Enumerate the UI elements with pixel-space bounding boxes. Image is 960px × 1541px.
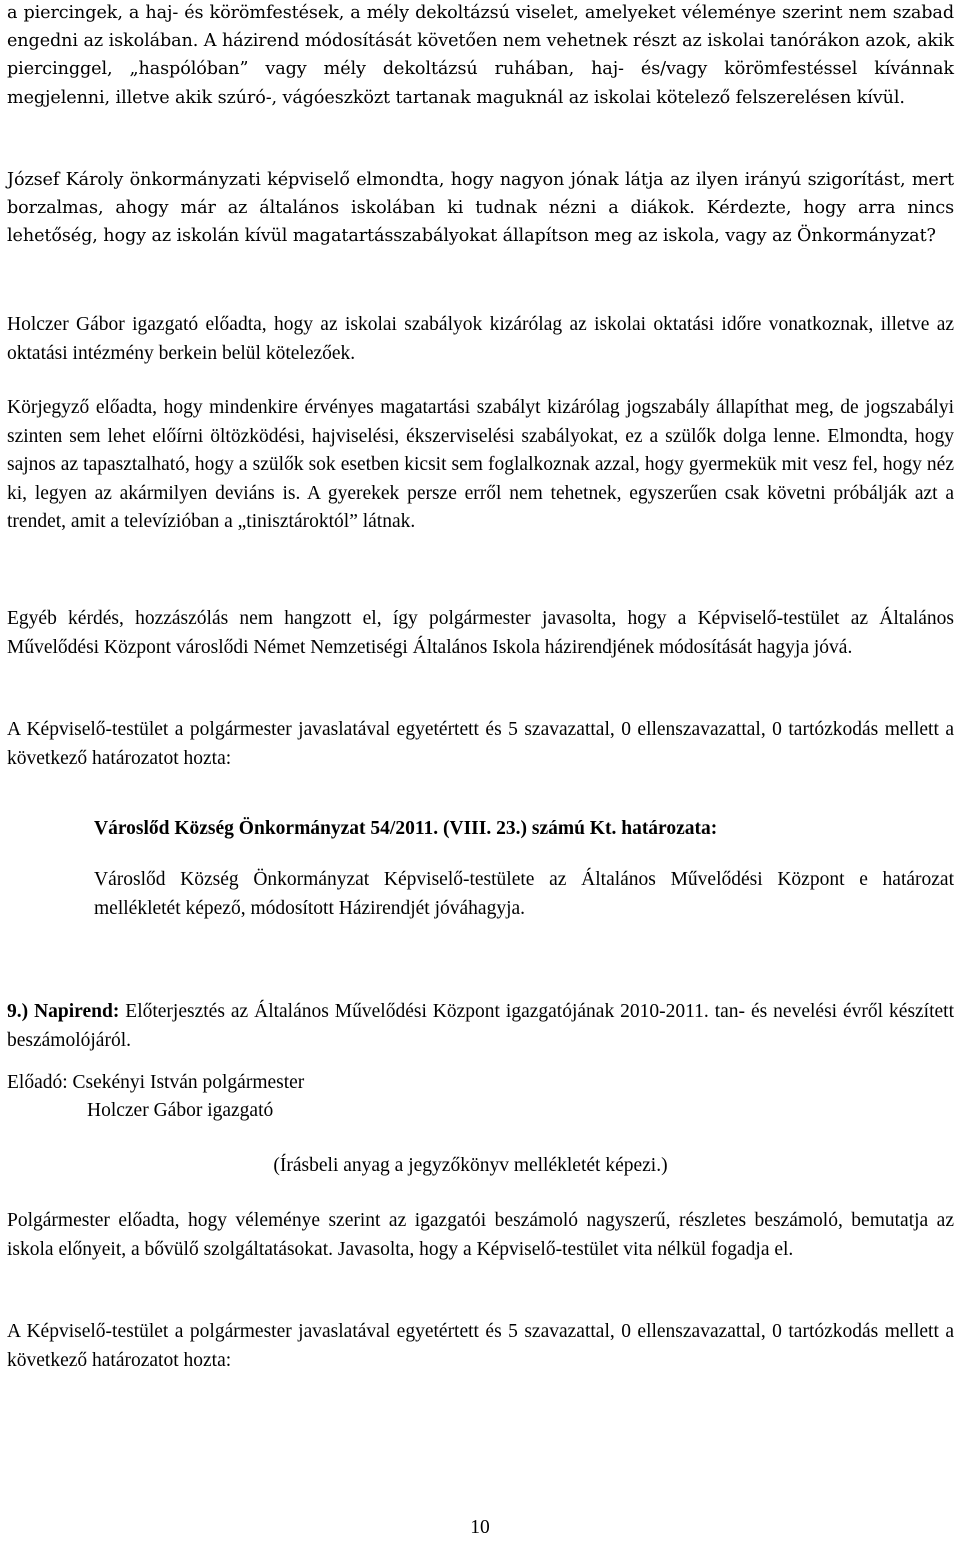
paragraph-holczer-gabor: Holczer Gábor igazgató előadta, hogy az iskolai szabályok kizárólag az iskolai oktatási időre vonatkoznak, illetve az oktatási intézmény berkein belül kötelezőek. [7, 314, 954, 364]
agenda-item [7, 998, 954, 1055]
presenter-line-2: Holczer Gábor igazgató [87, 1100, 274, 1121]
paragraph-jozsef-karoly: József Károly önkormányzati képviselő elmondta, hogy nagyon jónak látja az ilyen irányú szigorítást, mert borzalmas, ahogy már az általános iskolában ki tudnak nézni a diákok. Kérdezte, hogy arra nincs lehetőség, hogy az iskolán kívül magatartásszabályokat állapítson meg az iskola, vagy az Önkormányzat? [7, 170, 954, 247]
paragraph-proposal: Egyéb kérdés, hozzászólás nem hangzott el, így polgármester javasolta, hogy a Képviselő-testület az Általános Művelődési Központ városlődi Német Nemzetiségi Általános Iskola házirendjének módosítását hagyja jóvá. [7, 608, 954, 658]
agenda-label: Napirend: [34, 1001, 120, 1022]
presenter-line-1: Előadó: Csekényi István polgármester [7, 1072, 305, 1093]
paragraph-mayor-report: Polgármester előadta, hogy véleménye szerint az igazgatói beszámoló nagyszerű, részletes beszámoló, bemutatja az iskola előnyeit, a bővülő szolgáltatásokat. Javasolta, hogy a Képviselő-testület vita nélkül fogadja el. [7, 1210, 954, 1260]
paragraph-korjegyzo: Körjegyző előadta, hogy mindenkire érvényes magatartási szabályt kizárólag jogszabály állapíthat meg, de jogszabályi szinten sem lehet előírni öltözködési, hajviselési, ékszerviselési szabályokat, ez a szülők dolga lenne. Elmondta, hogy sajnos az tapasztalható, hogy a szülők sok esetben kicsit sem foglalkoznak azzal, hogy gyermekük mit vesz fel, hogy néz ki, legyen az akármilyen deviáns is. A gyerekek persze erről nem tehetnek, egyszerűen csak követni próbálják azt a trendet, amit a televízióban a „tinisztároktól” látnak. [7, 397, 954, 532]
resolution-body: Városlőd Község Önkormányzat Képviselő-testülete az Általános Művelődési Központ e határozat mellékletét képező, módosított Házirendjét jóváhagyja. [94, 869, 954, 919]
paragraph-vote-2: A Képviselő-testület a polgármester javaslatával egyetértett és 5 szavazattal, 0 ellenszavazattal, 0 tartózkodás mellett a következő határozatot hozta: [7, 1321, 954, 1371]
attachment-note: (Írásbeli anyag a jegyzőkönyv mellékletét képezi.) [273, 1155, 668, 1176]
paragraph-piercing-rules: a piercingek, a haj- és körömfestések, a mély dekoltázsú viselet, amelyeket véleménye szerint nem szabad engedni az iskolában. A házirend módosítását követően nem vehetnek részt az iskolai tanórákon azok, akik piercinggel, „haspólóban” vagy mély dekoltázsú ruhában, haj- és/vagy körömfestéssel kívánnak megjelenni, illetve akik szúró-, vágóeszközt tartanak maguknál az iskolai kötelező felszerelésen kívül. [7, 3, 954, 108]
agenda-number: 9.) [7, 1001, 29, 1022]
resolution-title: Városlőd Község Önkormányzat 54/2011. (VIII. 23.) számú Kt. határozata: [94, 818, 718, 839]
page-number: 10 [470, 1517, 490, 1538]
agenda-text: Előterjesztés az Általános Művelődési Központ igazgatójának 2010-2011. tan- és nevelési évről készített beszámolójáról. [7, 1001, 955, 1051]
paragraph-vote-1: A Képviselő-testület a polgármester javaslatával egyetértett és 5 szavazattal, 0 ellenszavazattal, 0 tartózkodás mellett a következő határozatot hozta: [7, 719, 954, 769]
